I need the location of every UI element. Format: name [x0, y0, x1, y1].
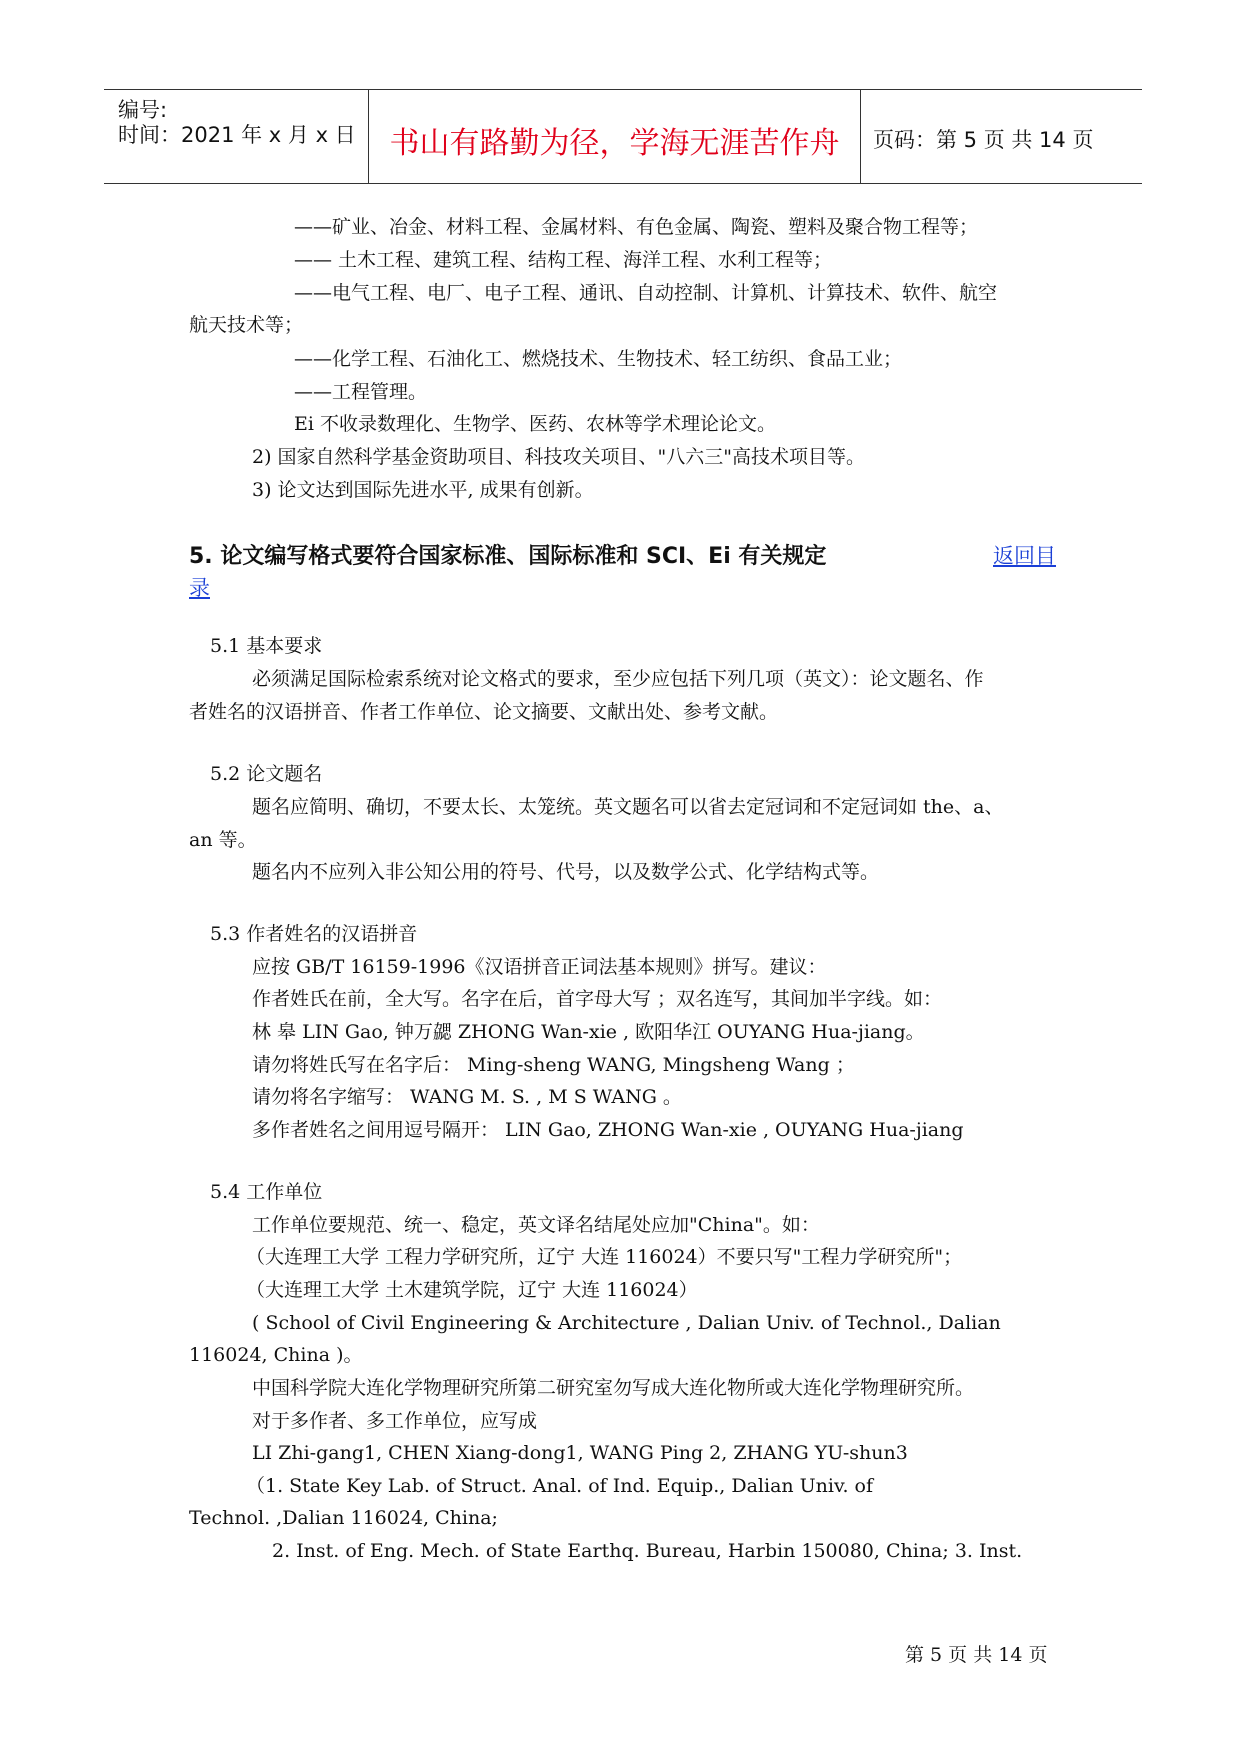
paragraph-line: （大连理工大学 土木建筑学院，辽宁 大连 116024）	[246, 1279, 698, 1301]
paragraph-line: （1. State Key Lab. of Struct. Anal. of Ind. Equip., Dalian Univ. of	[246, 1475, 874, 1497]
paragraph-line: 题名应简明、确切，不要太长、太笼统。英文题名可以省去定冠词和不定冠词如 the、a、	[252, 796, 1004, 818]
paragraph-line: an 等。	[189, 829, 257, 851]
body-line: —— 土木工程、建筑工程、结构工程、海洋工程、水利工程等；	[294, 249, 833, 271]
doc-number-label: 编号:	[118, 98, 168, 122]
subsection-title: 5.2 论文题名	[210, 763, 323, 785]
paragraph-line: 必须满足国际检索系统对论文格式的要求，至少应包括下列几项（英文）：论文题名、作	[252, 668, 984, 690]
header-page-label: 页码：第 5 页 共 14 页	[873, 128, 1094, 152]
paragraph-line: LI Zhi-gang1, CHEN Xiang-dong1, WANG Ping 2, ZHANG YU-shun3	[252, 1442, 908, 1464]
page-footer: 第 5 页 共 14 页	[905, 1644, 1048, 1666]
paragraph-line: 林 皋 LIN Gao, 钟万勰 ZHONG Wan-xie , 欧阳华江 OUYANG Hua-jiang。	[252, 1021, 925, 1043]
paragraph-line: Technol. ,Dalian 116024, China;	[189, 1507, 498, 1529]
body-line: ——矿业、冶金、材料工程、金属材料、有色金属、陶瓷、塑料及聚合物工程等；	[294, 216, 979, 238]
list-item: 2) 国家自然科学基金资助项目、科技攻关项目、"八六三"高技术项目等。	[252, 446, 866, 468]
subsection-title: 5.4 工作单位	[210, 1181, 323, 1203]
body-line: Ei 不收录数理化、生物学、医药、农林等学术理论论文。	[294, 413, 776, 435]
paragraph-line: 中国科学院大连化学物理研究所第二研究室勿写成大连化物所或大连化学物理研究所。	[252, 1377, 975, 1399]
paragraph-line: 者姓名的汉语拼音、作者工作单位、论文摘要、文献出处、参考文献。	[189, 701, 779, 723]
list-item: 3) 论文达到国际先进水平, 成果有创新。	[252, 479, 594, 501]
doc-time-label: 时间：2021 年 x 月 x 日	[118, 123, 356, 147]
header-right-cell	[861, 90, 1142, 183]
paragraph-line: ( School of Civil Engineering & Architecture , Dalian Univ. of Technol., Dalian	[252, 1312, 1001, 1334]
body-line: ——化学工程、石油化工、燃烧技术、生物技术、轻工纺织、食品工业；	[294, 348, 903, 370]
back-to-toc-link[interactable]: 返回目	[993, 544, 1056, 568]
header-motto: 书山有路勤为径，学海无涯苦作舟	[389, 126, 840, 161]
body-line: ——电气工程、电厂、电子工程、通讯、自动控制、计算机、计算技术、软件、航空	[294, 282, 998, 304]
paragraph-line: 请勿将姓氏写在名字后： Ming-sheng WANG, Mingsheng Wang ；	[252, 1054, 855, 1076]
paragraph-line: 对于多作者、多工作单位，应写成	[252, 1410, 538, 1432]
paragraph-line: 题名内不应列入非公知公用的符号、代号，以及数学公式、化学结构式等。	[252, 861, 880, 883]
body-line: 航天技术等；	[189, 314, 304, 336]
paragraph-line: 应按 GB/T 16159-1996《汉语拼音正词法基本规则》拼写。建议：	[252, 956, 827, 978]
paragraph-line: 工作单位要规范、统一、稳定，英文译名结尾处应加"China"。如：	[252, 1214, 820, 1236]
page-header	[104, 89, 1142, 184]
body-line: ——工程管理。	[294, 381, 428, 403]
header-motto-cell	[369, 90, 861, 183]
paragraph-line: 116024, China )。	[189, 1344, 363, 1366]
section-heading: 5. 论文编写格式要符合国家标准、国际标准和 SCI、Ei 有关规定	[189, 544, 827, 569]
header-left-cell	[104, 90, 369, 183]
subsection-title: 5.3 作者姓名的汉语拼音	[210, 923, 418, 945]
paragraph-line: 请勿将名字缩写： WANG M. S. , M S WANG 。	[252, 1086, 682, 1108]
paragraph-line: 多作者姓名之间用逗号隔开： LIN Gao, ZHONG Wan-xie , OUYANG Hua-jiang	[252, 1119, 964, 1141]
paragraph-line: 作者姓氏在前，全大写。名字在后，首字母大写 ；双名连写，其间加半字线。如：	[252, 988, 943, 1010]
back-to-toc-link-continued[interactable]: 录	[189, 576, 210, 600]
paragraph-line: 2. Inst. of Eng. Mech. of State Earthq. Bureau, Harbin 150080, China; 3. Inst.	[272, 1540, 1023, 1562]
paragraph-line: （大连理工大学 工程力学研究所，辽宁 大连 116024）不要只写"工程力学研究所"；	[246, 1246, 963, 1268]
subsection-title: 5.1 基本要求	[210, 635, 323, 657]
